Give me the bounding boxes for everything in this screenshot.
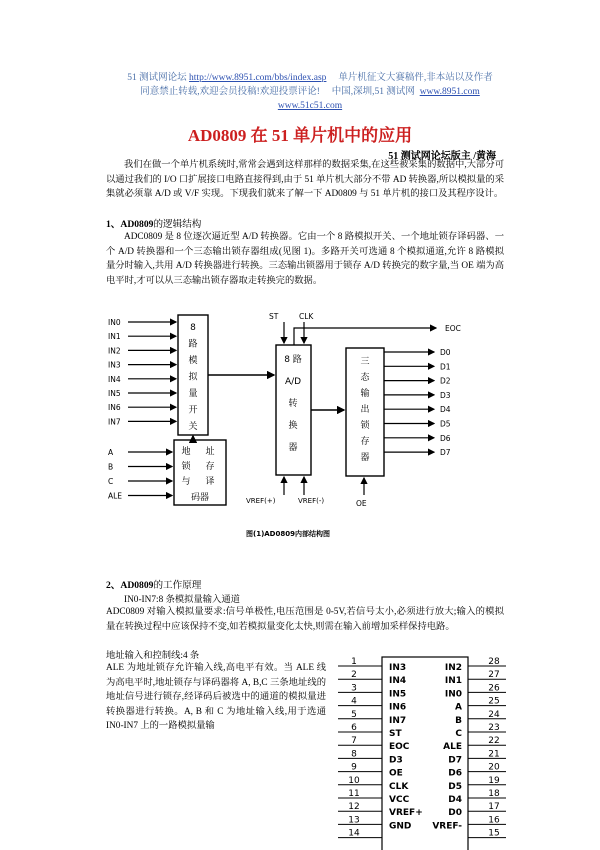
output-label: D2	[440, 376, 451, 386]
input-label: IN7	[108, 417, 121, 427]
pin-name: ST	[389, 729, 402, 739]
pin-number: 22	[488, 736, 500, 747]
pin-name: VCC	[389, 795, 410, 805]
header-line-1	[90, 72, 530, 84]
pin-number: 4	[351, 696, 357, 707]
pin-name: D7	[448, 755, 462, 766]
output-latch-label	[360, 356, 370, 463]
pin-number: 14	[348, 828, 360, 839]
input-label: IN1	[108, 332, 121, 342]
addr-label-char: 码器	[190, 493, 210, 503]
pin-number: 15	[488, 828, 500, 839]
block-diagram	[106, 300, 506, 550]
addr-label-char: 地	[181, 447, 191, 457]
pin-number: 10	[348, 775, 360, 786]
pin-number: 6	[351, 723, 357, 733]
pin-number: 2	[351, 670, 357, 681]
inputs-line: IN0-IN7:8 条模拟量输入通道	[124, 595, 240, 605]
output-label: D3	[440, 390, 451, 400]
vref-plus-label: VREF(+)	[246, 497, 276, 505]
section-1-body: ADC0809 是 8 位逐次逼近型 A/D 转换器。它由一个 8 路模拟开关、一个地址锁存译码器、一个 A/D 转换器和一个三态输出锁存器组成(见图 1)。多路开关可选通 8 个模拟通道,允许 8 路模拟量分时输入,共用 A/D 转换器进行转换。三态输出锁器用于锁存 A/D 转换完的数字量,当 OE 端为高电平时,才可以从三态输出锁存器取走转换完的数据。	[106, 232, 504, 286]
section-title: 的工作原理	[153, 580, 202, 591]
latch-label-char: 输	[360, 389, 370, 399]
adc-label-char: 转	[288, 399, 298, 409]
figure-caption: 图(1)AD0809内部结构图	[246, 530, 330, 538]
output-label: D7	[440, 448, 451, 458]
control-lines-heading: 地址输入和控制线:4 条	[106, 651, 200, 661]
section-title: 的逻辑结构	[153, 219, 202, 230]
addr-label-char: 译	[205, 477, 215, 487]
pin-number: 11	[348, 789, 360, 799]
pin-name: ALE	[443, 742, 462, 753]
mux-label-char: 关	[188, 422, 198, 432]
mux-label-char: 量	[188, 389, 198, 399]
section-1-heading	[106, 216, 201, 230]
address-inputs	[108, 448, 172, 501]
pin-number: 7	[351, 736, 357, 747]
header-text: 中国,深圳,51 测试网	[331, 87, 415, 97]
mux-label-char: 路	[188, 339, 198, 350]
adc-label-char: 8 路	[284, 355, 302, 365]
output-label: D6	[440, 433, 451, 443]
output-label: D0	[440, 348, 451, 357]
pin-name: GND	[389, 821, 412, 832]
address-label: ALE	[108, 491, 123, 501]
section-number: 1、AD0809	[106, 219, 154, 230]
input-label: IN3	[108, 360, 121, 370]
pin-name: D0	[448, 808, 462, 819]
analog-inputs	[108, 318, 176, 426]
mux-label-char: 开	[188, 405, 198, 416]
site-link-2[interactable]: www.51c51.com	[277, 101, 343, 111]
pin-name: IN1	[444, 676, 462, 687]
pin-name: VREF+	[389, 808, 423, 819]
latch-label-char: 三	[360, 357, 370, 367]
byline: 51 测试网论坛版主 /黄海	[388, 151, 496, 162]
pin-number: 5	[351, 709, 357, 720]
pin-number: 9	[351, 762, 357, 773]
mux-label-char: 拟	[188, 372, 198, 383]
adc-label-char: A/D	[284, 377, 302, 387]
pin-name: IN3	[389, 663, 407, 673]
pin-number: 28	[488, 657, 500, 667]
pin-name: IN7	[389, 715, 407, 726]
page-title: AD0809 在 51 单片机中的应用	[187, 126, 413, 145]
ale-description: ALE 为地址锁存允许输入线,高电平有效。当 ALE 线为高电平时,地址锁存与译码器将 A, B,C 三条地址线的地址信号进行锁存,经译码后被选中的通道的模拟量进转换器进行转换。A, B 和 C 为地址输入线,用于选通 IN0-IN7 上的一路模拟量输	[106, 663, 326, 732]
pin-number: 25	[488, 696, 500, 707]
pin-number: 20	[488, 762, 500, 773]
address-label: A	[108, 448, 114, 457]
input-label: IN2	[108, 346, 121, 356]
st-label: ST	[269, 312, 279, 321]
output-label: D4	[440, 405, 451, 415]
pinout-diagram	[334, 655, 510, 850]
output-label: D5	[440, 419, 451, 429]
latch-label-char: 出	[360, 405, 370, 415]
analog-requirements: ADC0809 对输入模拟量要求:信号单极性,电压范围是 0-5V,若信号太小,必须进行放大;输入的模拟量在转换过程中应该保持不变,如若模拟量变化太快,则需在输入前增加采样保持电路。	[106, 607, 504, 632]
pin-number: 13	[348, 815, 360, 826]
pin-name: D5	[448, 781, 462, 792]
eoc-label: EOC	[445, 324, 461, 333]
pin-name: IN6	[389, 702, 407, 713]
pin-number: 27	[488, 670, 500, 681]
input-label: IN6	[108, 403, 121, 413]
latch-label-char: 锁	[360, 421, 370, 431]
pin-number: 16	[488, 815, 500, 826]
header-text: 51 测试网论坛	[127, 73, 187, 83]
section-number: 2、AD0809	[106, 580, 154, 591]
pin-name: CLK	[389, 781, 409, 792]
latch-label-char: 器	[360, 453, 370, 463]
pin-number: 21	[488, 749, 500, 760]
clk-label: CLK	[299, 312, 314, 321]
pin-number: 23	[488, 723, 500, 733]
latch-label-char: 存	[360, 437, 370, 447]
pin-number: 12	[348, 802, 360, 813]
input-label: IN5	[108, 389, 121, 398]
header-text: 单片机征文大赛稿件,非本站以及作者	[338, 73, 493, 83]
pin-number: 19	[488, 775, 500, 786]
latch-label-char: 态	[360, 373, 370, 383]
pin-number: 17	[488, 802, 500, 813]
pin-number: 26	[488, 683, 500, 694]
header-line-3	[90, 100, 530, 112]
pin-name: EOC	[389, 742, 410, 753]
addr-label-char: 址	[205, 447, 215, 457]
addr-label-char: 锁	[181, 462, 191, 472]
pin-name: IN5	[389, 689, 407, 700]
pin-name: D4	[448, 795, 462, 805]
pin-name: B	[455, 715, 462, 726]
address-label: C	[108, 477, 114, 486]
forum-link[interactable]: http://www.8951.com/bbs/index.asp	[189, 73, 327, 83]
pin-number: 1	[351, 657, 357, 667]
pin-number: 18	[488, 789, 500, 799]
pin-name: IN2	[444, 663, 462, 673]
section-2-heading	[106, 577, 201, 591]
addr-label-char: 与	[181, 477, 191, 487]
address-label: B	[108, 462, 114, 472]
output-label: D1	[440, 362, 451, 372]
pin-name: A	[455, 702, 462, 713]
pin-name: IN0	[444, 689, 462, 700]
adc-label-char: 换	[288, 421, 298, 431]
mux-label-char: 8	[190, 323, 196, 333]
site-link[interactable]: www.8951.com	[419, 87, 480, 97]
adc-label-char: 器	[288, 443, 298, 453]
header-text: 同意禁止转载,欢迎会员投稿!欢迎投票评论!	[140, 87, 320, 97]
pin-name: D6	[448, 768, 462, 779]
vref-minus-label: VREF(-)	[298, 497, 325, 505]
pin-name: OE	[389, 768, 403, 779]
oe-label: OE	[356, 499, 367, 508]
input-label: IN0	[108, 318, 121, 327]
intro-paragraph: 我们在做一个单片机系统时,常常会遇到这样那样的数据采集,在这些被采集的数据中,大部分可以通过我们的 I/O 口扩展接口电路直接得到,由于 51 单片机大部分不带 AD 转换器,所以模拟量的采集就必须靠 A/D 或 V/F 实现。下现我们就来了解一下 AD0809 与 51 单片机的接口及其程序设计。	[106, 160, 504, 200]
addr-label-char: 存	[205, 462, 215, 472]
pin-number: 24	[488, 709, 500, 720]
pin-name: D3	[389, 755, 403, 766]
pin-name: IN4	[389, 676, 407, 687]
input-label: IN4	[108, 374, 121, 384]
data-outputs	[384, 348, 451, 457]
pin-number: 3	[351, 683, 357, 694]
header-line-2	[90, 86, 530, 98]
pin-name: VREF-	[432, 821, 462, 832]
pin-name: C	[455, 729, 462, 739]
mux-label-char: 模	[188, 356, 198, 366]
pin-number: 8	[351, 749, 357, 760]
